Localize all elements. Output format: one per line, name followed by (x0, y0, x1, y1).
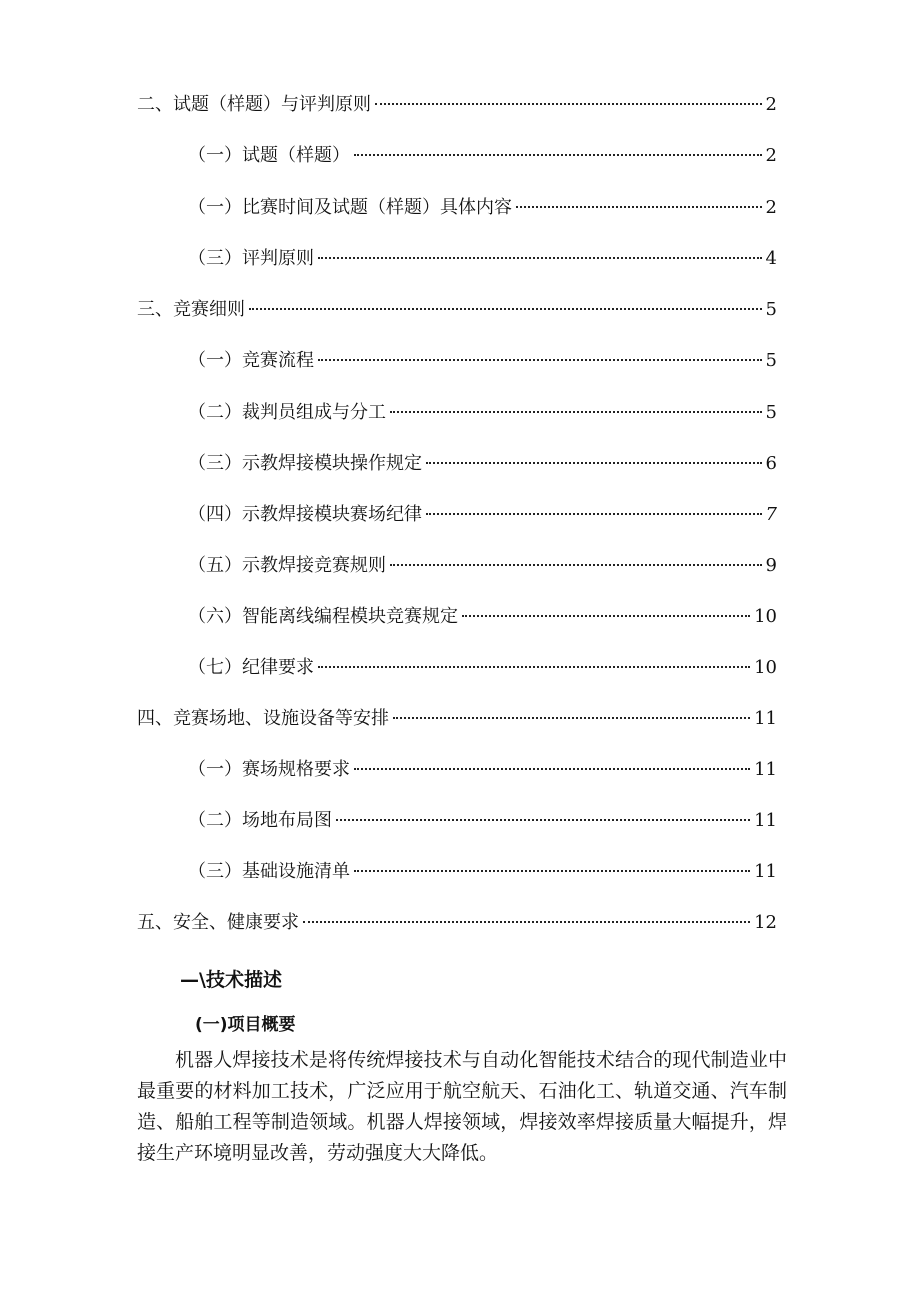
toc-entry[interactable] (188, 143, 777, 169)
toc-entry-page: 11 (754, 861, 777, 882)
section-heading: —\技术描述 (180, 969, 282, 991)
toc-entry[interactable] (137, 910, 777, 936)
toc-entry-page: 12 (754, 912, 777, 933)
toc-entry[interactable] (137, 706, 777, 732)
toc-dot-leader (390, 563, 762, 566)
subsection-heading: (一)项目概要 (195, 1015, 296, 1035)
toc-dot-leader (354, 869, 750, 872)
toc-dot-leader (393, 716, 750, 719)
body-paragraph: 机器人焊接技术是将传统焊接技术与自动化智能技术结合的现代制造业中最重要的材料加工技术，广泛应用于航空航天、石油化工、轨道交通、汽车制造、船舶工程等制造领域。机器人焊接领域，焊接效率焊接质量大幅提升，焊接生产环境明显改善，劳动强度大大降低。 (137, 1049, 787, 1164)
toc-entry-page: 9 (765, 555, 777, 576)
toc-dot-leader (462, 614, 750, 617)
toc-entry[interactable] (188, 655, 777, 681)
toc-entry-title: （一）竞赛流程 (188, 350, 314, 371)
toc-entry-page: 11 (754, 810, 777, 831)
toc-entry[interactable] (188, 451, 777, 477)
toc-entry-title: （三）基础设施清单 (188, 861, 350, 882)
toc-entry-page: 7 (765, 504, 777, 525)
toc-dot-leader (426, 461, 762, 464)
toc-entry[interactable] (188, 604, 777, 630)
toc-entry[interactable] (188, 553, 777, 579)
toc-entry-title: （一）赛场规格要求 (188, 759, 350, 780)
toc-entry-page: 10 (754, 606, 777, 627)
toc-entry-page: 5 (765, 299, 777, 320)
toc-dot-leader (426, 512, 762, 515)
toc-entry-page: 5 (765, 350, 777, 371)
toc-entry-page: 2 (765, 197, 777, 218)
toc-entry-page: 10 (754, 657, 777, 678)
toc-entry-title: 五、安全、健康要求 (137, 912, 299, 933)
toc-dot-leader (318, 358, 762, 361)
toc-dot-leader (390, 410, 762, 413)
toc-dot-leader (375, 102, 762, 105)
toc-dot-leader (354, 767, 750, 770)
toc-entry-title: （二）裁判员组成与分工 (188, 402, 386, 423)
toc-dot-leader (303, 920, 750, 923)
toc-entry[interactable] (188, 195, 777, 221)
toc-entry-page: 11 (754, 708, 777, 729)
toc-entry[interactable] (137, 297, 777, 323)
toc-entry[interactable] (188, 859, 777, 885)
toc-entry-title: （二）场地布局图 (188, 810, 332, 831)
toc-entry-title: 二、试题（样题）与评判原则 (137, 94, 371, 115)
toc-dot-leader (516, 205, 762, 208)
toc-dot-leader (336, 818, 750, 821)
toc-entry-title: （六）智能离线编程模块竞赛规定 (188, 606, 458, 627)
toc-entry-title: （四）示教焊接模块赛场纪律 (188, 504, 422, 525)
toc-entry[interactable] (188, 757, 777, 783)
toc-dot-leader (249, 307, 762, 310)
toc-entry[interactable] (188, 400, 777, 426)
toc-entry-title: （三）评判原则 (188, 248, 314, 269)
toc-entry-page: 2 (765, 94, 777, 115)
toc-entry-page: 2 (765, 145, 777, 166)
toc-entry-page: 11 (754, 759, 777, 780)
toc-entry-page: 5 (765, 402, 777, 423)
toc-dot-leader (354, 153, 762, 156)
toc-entry-page: 4 (765, 248, 777, 269)
toc-entry-title: （三）示教焊接模块操作规定 (188, 453, 422, 474)
toc-entry[interactable] (137, 92, 777, 118)
toc-entry-title: （五）示教焊接竞赛规则 (188, 555, 386, 576)
toc-entry-page: 6 (765, 453, 777, 474)
toc-entry-title: （七）纪律要求 (188, 657, 314, 678)
toc-entry[interactable] (188, 348, 777, 374)
toc-dot-leader (318, 665, 750, 668)
toc-entry[interactable] (188, 808, 777, 834)
toc-entry-title: 四、竞赛场地、设施设备等安排 (137, 708, 389, 729)
toc-entry-title: 三、竞赛细则 (137, 299, 245, 320)
toc-entry[interactable] (188, 502, 777, 528)
toc-dot-leader (318, 256, 762, 259)
toc-entry-title: （一）试题（样题） (188, 145, 350, 166)
toc-entry-title: （一）比赛时间及试题（样题）具体内容 (188, 197, 512, 218)
toc-entry[interactable] (188, 246, 777, 272)
